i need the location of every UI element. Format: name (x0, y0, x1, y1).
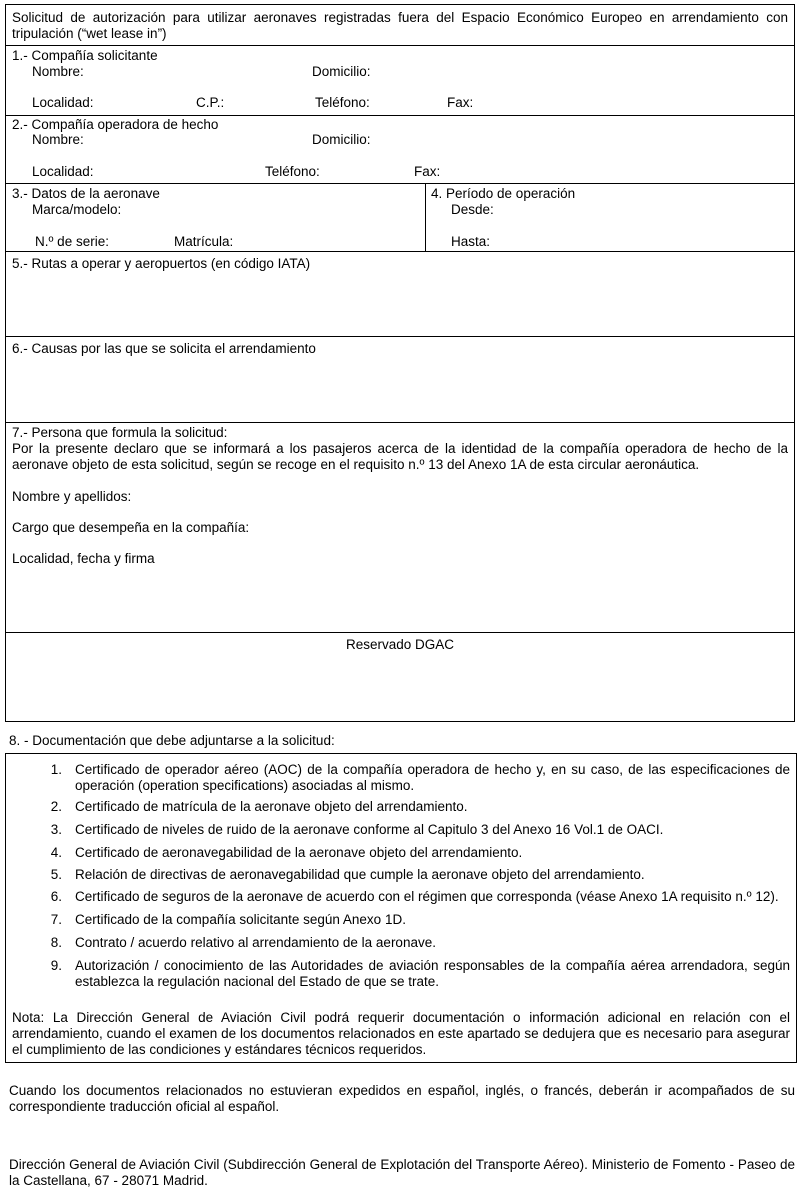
list-item-number: 4. (50, 845, 62, 860)
s7-localidad-label: Localidad, fecha y firma (12, 551, 155, 566)
s4-hasta-label: Hasta: (451, 234, 491, 249)
s5-heading: 5.- Rutas a operar y aeropuertos (en código IATA) (12, 256, 311, 271)
docs-list-box (5, 753, 797, 1063)
section-divider (6, 632, 794, 633)
s3-marca-label: Marca/modelo: (32, 202, 122, 217)
form-title: Solicitud de autorización para utilizar aeronaves registradas fuera del Espacio Económico Europeo en arrendamiento con tripulación (“wet lease in”) (12, 10, 788, 41)
s2-nombre-label: Nombre: (32, 132, 84, 147)
list-item-text: Certificado de niveles de ruido de la aeronave conforme al Capitulo 3 del Anexo 16 Vol.1 de OACI. (75, 822, 664, 837)
s1-heading: 1.- Compañía solicitante (12, 48, 158, 63)
list-item-text: Certificado de seguros de la aeronave de acuerdo con el régimen que corresponda (véase Anexo 1A requisito n.º 12). (75, 889, 779, 904)
s7-declaration: Por la presente declaro que se informará a los pasajeros acerca de la identidad de la compañía operadora de hecho de la aeronave objeto de esta solicitud, según se recoge en el requisito n.º 13 del Anexo 1A de esta circular aeronáutica. (12, 441, 788, 472)
translation-notice: Cuando los documentos relacionados no estuvieran expedidos en español, inglés, o francés, deberán ir acompañados de su correspondiente traducción oficial al español. (9, 1083, 795, 1114)
section-divider (6, 183, 794, 184)
s2-heading: 2.- Compañía operadora de hecho (12, 117, 219, 132)
docs-heading: 8. - Documentación que debe adjuntarse a la solicitud: (9, 733, 335, 748)
list-item-number: 6. (50, 889, 62, 904)
s1-fax-label: Fax: (447, 95, 474, 110)
s2-localidad-label: Localidad: (32, 164, 94, 179)
s3-matricula-label: Matrícula: (174, 234, 234, 249)
s7-nombre-label: Nombre y apellidos: (12, 489, 132, 504)
section-divider (6, 251, 794, 252)
s2-telefono-label: Teléfono: (265, 164, 320, 179)
s1-cp-label: C.P.: (196, 95, 225, 110)
list-item-text: Relación de directivas de aeronavegabilidad que cumple la aeronave objeto del arrendamiento. (75, 867, 645, 882)
list-item-text: Autorización / conocimiento de las Autoridades de aviación responsables de la compañía aérea arrendadora, según establezca la regulación nacional del Estado de que se trate. (75, 958, 790, 989)
s1-domicilio-label: Domicilio: (312, 64, 371, 79)
s3-serie-label: N.º de serie: (35, 234, 109, 249)
s7-heading: 7.- Persona que formula la solicitud: (12, 425, 228, 440)
s1-localidad-label: Localidad: (32, 95, 94, 110)
list-item-text: Certificado de matrícula de la aeronave objeto del arrendamiento. (75, 799, 468, 814)
list-item-number: 5. (50, 867, 62, 882)
section-divider (6, 336, 794, 337)
list-item-number: 3. (50, 822, 62, 837)
list-item-number: 7. (50, 912, 62, 927)
column-divider (425, 183, 426, 251)
section-divider (6, 45, 794, 46)
list-item-text: Certificado de operador aéreo (AOC) de la compañía operadora de hecho y, en su caso, de las especificaciones de operación (operation specifications) asociadas al mismo. (75, 762, 790, 793)
list-item-number: 9. (50, 958, 62, 973)
s4-heading: 4. Período de operación (431, 186, 576, 201)
list-item-number: 2. (50, 799, 62, 814)
list-item-text: Certificado de aeronavegabilidad de la aeronave objeto del arrendamiento. (75, 845, 523, 860)
list-item-text: Contrato / acuerdo relativo al arrendamiento de la aeronave. (75, 935, 436, 950)
s1-nombre-label: Nombre: (32, 64, 84, 79)
s4-desde-label: Desde: (451, 202, 494, 217)
s2-fax-label: Fax: (414, 164, 441, 179)
section-divider (6, 422, 794, 423)
list-item-text: Certificado de la compañía solicitante según Anexo 1D. (75, 912, 406, 927)
s2-domicilio-label: Domicilio: (312, 132, 371, 147)
s7-cargo-label: Cargo que desempeña en la compañía: (12, 520, 250, 535)
s3-heading: 3.- Datos de la aeronave (12, 186, 160, 201)
list-item-number: 1. (50, 762, 62, 777)
section-divider (6, 115, 794, 116)
footer-address: Dirección General de Aviación Civil (Subdirección General de Explotación del Transporte Aéreo). Ministerio de Fomento - Paseo de la Castellana, 67 - 28071 Madrid. (9, 1157, 795, 1188)
reserved-dgac-label: Reservado DGAC (345, 637, 455, 652)
s1-telefono-label: Teléfono: (315, 95, 370, 110)
application-form (5, 4, 795, 722)
s6-heading: 6.- Causas por las que se solicita el arrendamiento (12, 341, 316, 356)
list-item-number: 8. (50, 935, 62, 950)
docs-note: Nota: La Dirección General de Aviación Civil podrá requerir documentación o información adicional en relación con el arrendamiento, cuando el examen de los documentos relacionados en este apartado se dedujera que es necesario para asegurar el cumplimiento de las condiciones y estándares técnicos requeridos. (12, 1010, 790, 1057)
